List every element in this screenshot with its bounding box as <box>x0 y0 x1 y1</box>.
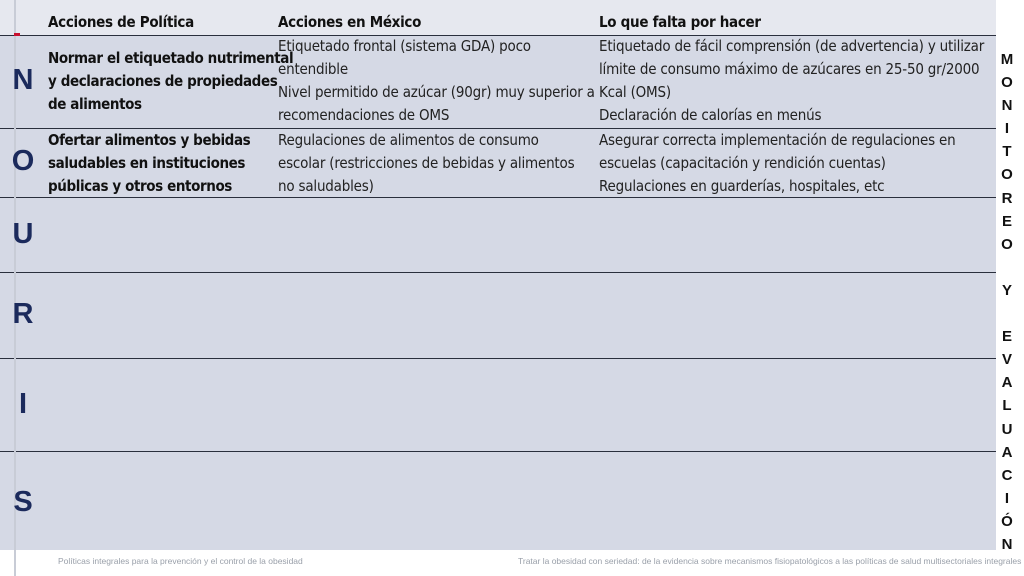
row-background-u <box>0 198 996 272</box>
row-o-policy <box>48 129 250 198</box>
side-letter: Ó <box>1001 512 1013 530</box>
side-letter: M <box>1000 51 1014 68</box>
text-line: recomendaciones de OMS <box>278 106 450 124</box>
row-letter-u: U <box>12 218 34 250</box>
text-line: Declaración de calorías en menús <box>599 106 822 124</box>
text-line: Asegurar correcta implementación de regulaciones en <box>599 131 956 149</box>
row-background-r <box>0 273 996 358</box>
side-letter: I <box>1004 489 1010 507</box>
text-line: públicas y otros entornos <box>48 177 232 195</box>
row-background-i <box>0 359 996 451</box>
side-letter <box>996 302 1018 325</box>
text-line: escuelas (capacitación y rendición cuentas) <box>599 154 886 172</box>
side-letter: A <box>1001 374 1013 392</box>
text-line: Etiquetado de fácil comprensión (de advertencia) y utilizar <box>599 37 985 55</box>
side-letter: L <box>1002 397 1012 415</box>
header-mexico-actions: Acciones en México <box>278 13 422 31</box>
text-line: Regulaciones de alimentos de consumo <box>278 131 539 149</box>
footer-left-text: Políticas integrales para la prevención y el control de la obesidad <box>58 556 303 566</box>
side-letter: A <box>1001 443 1013 461</box>
header-pending-actions: Lo que falta por hacer <box>599 13 761 31</box>
side-letter: N <box>1001 97 1013 115</box>
side-letter: E <box>1001 212 1012 230</box>
text-line: saludables en instituciones <box>48 154 246 172</box>
side-letter: U <box>1001 420 1013 438</box>
header-policy-actions: Acciones de Política <box>48 13 194 31</box>
text-line: Regulaciones en guarderías, hospitales, etc <box>599 177 885 195</box>
text-line: y declaraciones de propiedades <box>48 72 278 90</box>
side-letter: T <box>1002 143 1012 161</box>
monitoreo-evaluacion-vertical-label <box>996 48 1018 556</box>
text-line: límite de consumo máximo de azúcares en 25-50 gr/2000 <box>599 60 980 78</box>
side-letter: C <box>1001 466 1013 484</box>
side-letter: Y <box>1001 281 1012 299</box>
row-o-mexico <box>278 129 574 198</box>
row-letter-i: I <box>18 388 28 420</box>
side-letter: O <box>1001 74 1013 92</box>
text-line: Normar el etiquetado nutrimental <box>48 49 294 67</box>
row-n-mexico <box>278 35 595 127</box>
row-background-s <box>0 452 996 550</box>
row-letter-o: O <box>11 145 35 177</box>
row-letter-r: R <box>12 298 34 330</box>
text-line: no saludables) <box>278 177 374 195</box>
row-divider <box>0 358 996 359</box>
row-letter-s: S <box>13 486 33 518</box>
footer-right-text: Tratar la obesidad con seriedad: de la evidencia sobre mecanismos fisiopatológicos a las políticas de salud multisectoriales integrales <box>518 556 1022 566</box>
text-line: Etiquetado frontal (sistema GDA) poco <box>278 37 531 55</box>
row-divider <box>0 272 996 273</box>
red-accent-mark <box>14 33 20 36</box>
side-letter <box>996 256 1018 279</box>
text-line: Nivel permitido de azúcar (90gr) muy superior a <box>278 83 595 101</box>
text-line: entendible <box>278 60 348 78</box>
side-letter: O <box>1001 166 1013 184</box>
text-line: Ofertar alimentos y bebidas <box>48 131 251 149</box>
row-o-pending <box>599 129 956 198</box>
side-letter: N <box>1001 535 1013 553</box>
text-line: escolar (restricciones de bebidas y alimentos <box>278 154 575 172</box>
side-letter: O <box>1001 235 1013 253</box>
row-n-policy <box>48 47 293 116</box>
row-letter-n: N <box>12 64 34 96</box>
side-letter: E <box>1001 328 1012 346</box>
side-letter: V <box>1001 351 1012 369</box>
side-letter: I <box>1004 120 1010 138</box>
row-n-pending <box>599 35 984 127</box>
side-letter: R <box>1001 189 1013 207</box>
text-line: Kcal (OMS) <box>599 83 671 101</box>
row-divider <box>0 451 996 452</box>
text-line: de alimentos <box>48 95 142 113</box>
